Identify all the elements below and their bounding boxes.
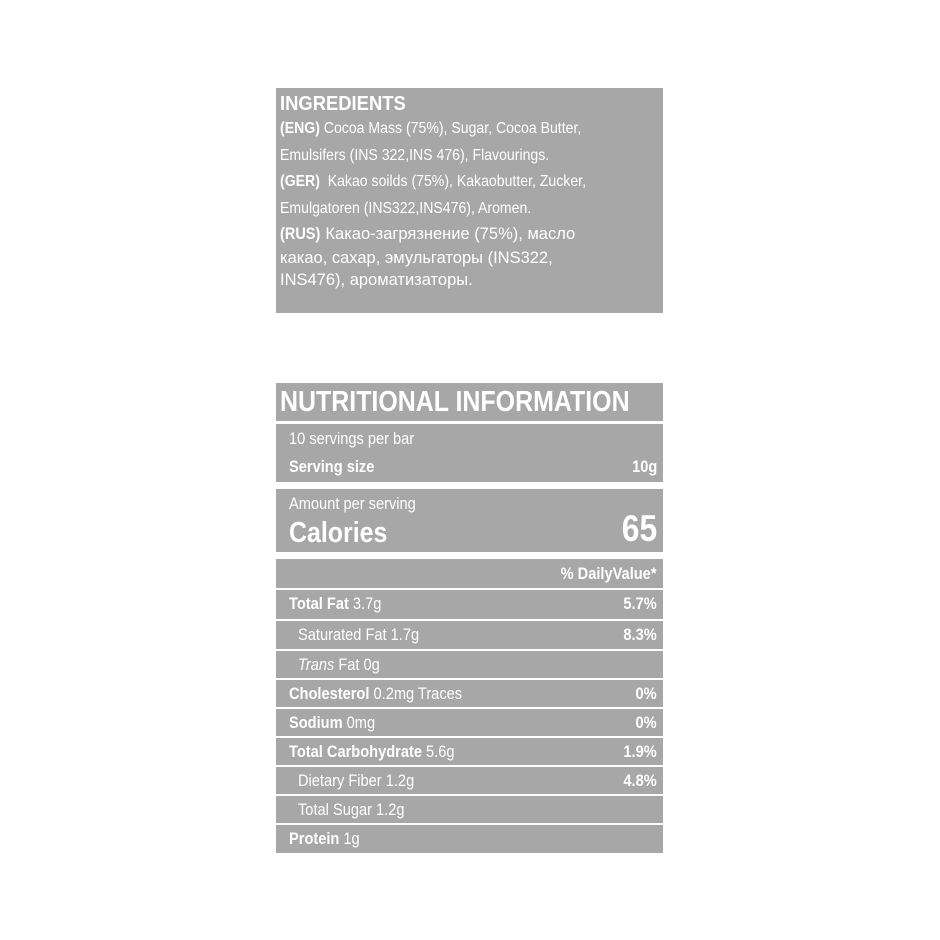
divider bbox=[276, 421, 663, 424]
thick-divider bbox=[276, 552, 663, 559]
nutrient-label: Total Fat 3.7g bbox=[289, 594, 382, 613]
servings-per-bar: 10 servings per bar bbox=[289, 429, 415, 448]
ingredients-eng-line-2: Emulsifers (INS 322,INS 476), Flavourings. bbox=[280, 146, 550, 164]
nutrient-label: Total Sugar 1.2g bbox=[298, 800, 405, 819]
nutrient-label: Cholesterol 0.2mg Traces bbox=[289, 684, 463, 703]
nutrient-label: Trans Fat 0g bbox=[298, 655, 380, 674]
nutrient-dv: 8.3% bbox=[623, 625, 657, 644]
nutrient-row-saturated-fat bbox=[276, 621, 663, 649]
ingredients-rus-line-2: какао, сахар, эмульгаторы (INS322, bbox=[280, 249, 553, 267]
nutrient-label: Saturated Fat 1.7g bbox=[298, 625, 420, 644]
rus-text-1: Какао-загрязнение (75%), масло bbox=[320, 225, 576, 243]
nutrient-row-sodium bbox=[276, 709, 663, 737]
nutrient-row-cholesterol bbox=[276, 680, 663, 708]
amount-per-serving: Amount per serving bbox=[289, 494, 416, 513]
nutrient-dv: 5.7% bbox=[623, 594, 657, 613]
nutrient-dv: 4.8% bbox=[623, 771, 657, 790]
calories-value: 65 bbox=[621, 508, 657, 549]
daily-value-header: % DailyValue* bbox=[561, 564, 657, 583]
ingredients-ger-line-2: Emulgatoren (INS322,INS476), Aromen. bbox=[280, 199, 532, 217]
ingredients-title: INGREDIENTS bbox=[280, 93, 406, 115]
nutrient-dv: 0% bbox=[635, 684, 657, 703]
ingredients-rus-line-3: INS476), ароматизаторы. bbox=[280, 271, 473, 289]
thick-divider bbox=[276, 482, 663, 489]
ingredients-rus-line-1 bbox=[280, 222, 658, 247]
ger-text-1: Kakao soilds (75%), Kakaobutter, Zucker, bbox=[319, 173, 586, 190]
lang-tag-rus: (RUS) bbox=[280, 225, 321, 243]
nutrient-dv: 0% bbox=[635, 713, 657, 732]
nutrition-title: NUTRITIONAL INFORMATION bbox=[280, 386, 630, 418]
nutrient-row-trans-fat bbox=[276, 651, 663, 679]
nutrient-row-protein bbox=[276, 825, 663, 853]
lang-tag-eng: (ENG) bbox=[280, 120, 320, 137]
nutrition-facts-panel bbox=[276, 383, 663, 853]
ingredients-eng-line-1 bbox=[280, 116, 613, 143]
serving-size-label: Serving size bbox=[289, 457, 375, 476]
eng-text-1: Cocoa Mass (75%), Sugar, Cocoa Butter, bbox=[319, 120, 582, 137]
nutrient-row-total-carbohydrate bbox=[276, 738, 663, 766]
nutrient-dv: 1.9% bbox=[623, 742, 657, 761]
lang-tag-ger: (GER) bbox=[280, 173, 320, 190]
nutrient-label: Protein 1g bbox=[289, 829, 360, 848]
calories-label: Calories bbox=[289, 517, 388, 549]
ingredients-ger-line-1 bbox=[280, 169, 613, 196]
ingredients-panel bbox=[276, 88, 663, 313]
nutrient-label: Sodium 0mg bbox=[289, 713, 376, 732]
nutrient-row-total-sugar bbox=[276, 796, 663, 824]
serving-size-value: 10g bbox=[631, 457, 657, 476]
nutrient-label: Dietary Fiber 1.2g bbox=[298, 771, 415, 790]
nutrient-row-total-fat bbox=[276, 590, 663, 618]
nutrient-label: Total Carbohydrate 5.6g bbox=[289, 742, 455, 761]
nutrient-row-dietary-fiber bbox=[276, 767, 663, 795]
